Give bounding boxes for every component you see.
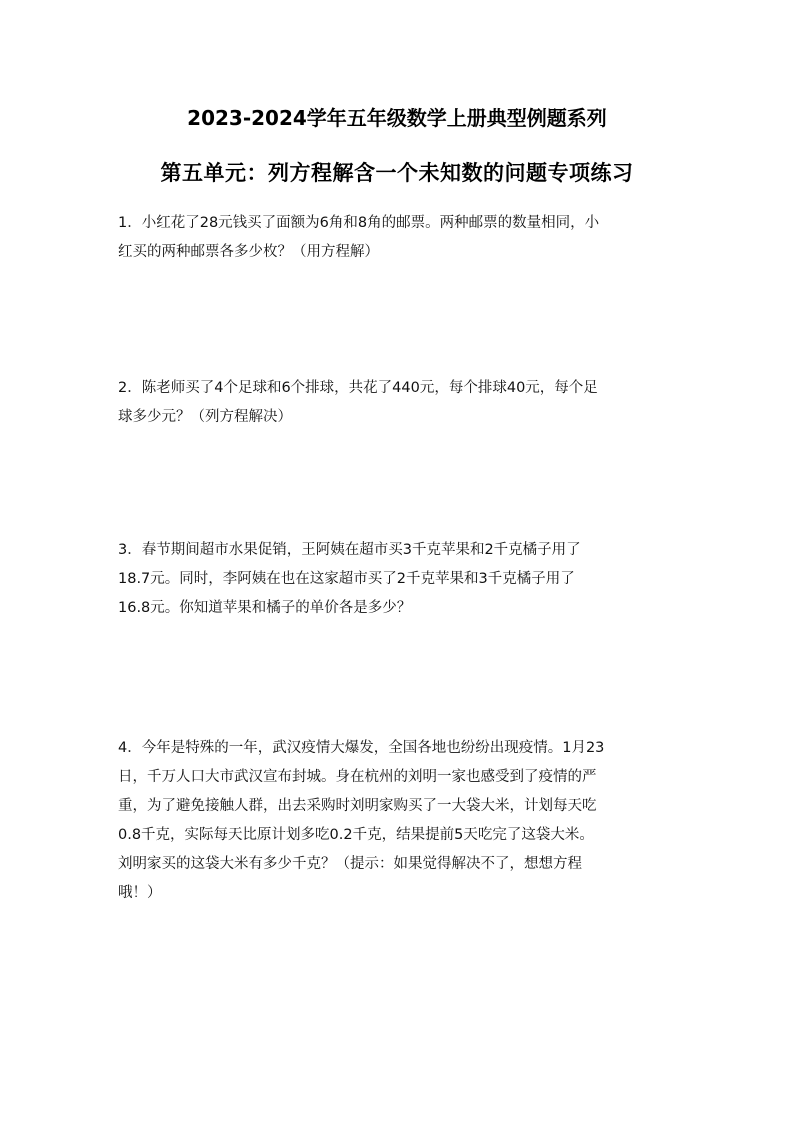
question-line: 重，为了避免接触人群，出去采购时刘明家购买了一大袋大米，计划每天吃 — [118, 798, 597, 814]
question-line: 4．今年是特殊的一年，武汉疫情大爆发，全国各地也纷纷出现疫情。1月23 — [118, 740, 605, 756]
question-line: 哦！） — [118, 885, 162, 901]
question-line: 日，千万人口大市武汉宣布封城。身在杭州的刘明一家也感受到了疫情的严 — [118, 769, 597, 785]
document-title: 2023-2024学年五年级数学上册典型例题系列 — [187, 106, 607, 130]
question-4 — [118, 734, 678, 908]
question-line: 18.7元。同时，李阿姨在也在这家超市买了2千克苹果和3千克橘子用了 — [118, 571, 575, 587]
question-line: 3．春节期间超市水果促销，王阿姨在超市买3千克苹果和2千克橘子用了 — [118, 542, 581, 558]
question-line: 1．小红花了28元钱买了面额为6角和8角的邮票。两种邮票的数量相同，小 — [118, 215, 600, 231]
question-1 — [118, 209, 678, 267]
question-line: 红买的两种邮票各多少枚？（用方程解） — [118, 244, 379, 260]
question-line: 16.8元。你知道苹果和橘子的单价各是多少？ — [118, 600, 412, 616]
question-line: 2．陈老师买了4个足球和6个排球，共花了440元，每个排球40元，每个足 — [118, 380, 598, 396]
document-subtitle: 第五单元：列方程解含一个未知数的问题专项练习 — [160, 161, 634, 185]
question-line: 0.8千克，实际每天比原计划多吃0.2千克，结果提前5天吃完了这袋大米。 — [118, 827, 594, 843]
question-3 — [118, 536, 678, 623]
question-2 — [118, 374, 678, 432]
question-line: 刘明家买的这袋大米有多少千克？（提示：如果觉得解决不了，想想方程 — [118, 856, 582, 872]
question-line: 球多少元？（列方程解决） — [118, 409, 292, 425]
